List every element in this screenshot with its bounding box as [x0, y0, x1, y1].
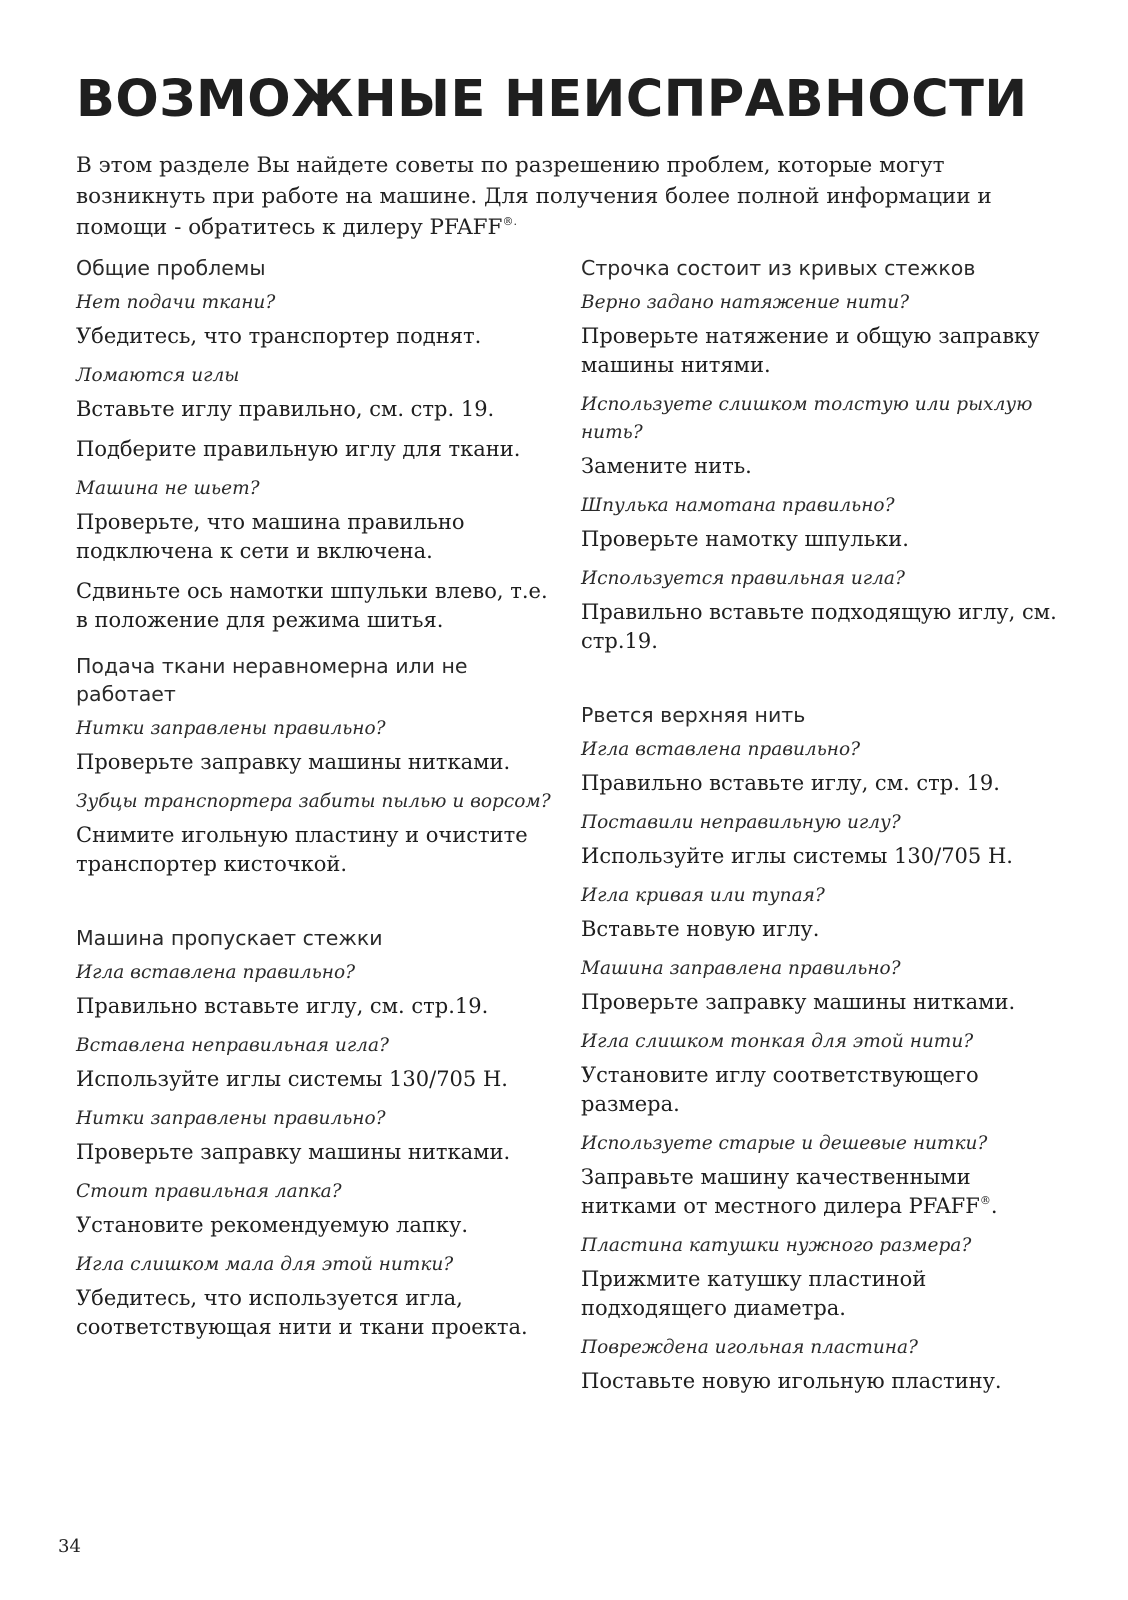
trademark-symbol: ® — [979, 1194, 991, 1207]
answer: Проверьте заправку машины нитками. — [581, 990, 1016, 1014]
section-heading: Машина пропускает стежки — [76, 926, 383, 950]
question: Пластина катушки нужного размера? — [581, 1235, 972, 1256]
question: Игла слишком тонкая для этой нити? — [581, 1031, 974, 1052]
question: Нитки заправлены правильно? — [76, 1108, 386, 1129]
answer-text: Заправьте машину качественными нитками от местного дилера PFAFF — [581, 1165, 980, 1218]
left-column — [76, 254, 556, 1353]
answer: Используйте иглы системы 130/705 H. — [581, 844, 1013, 868]
question: Игла вставлена правильно? — [581, 739, 861, 760]
section-crooked-stitches — [581, 254, 1061, 656]
answer: Замените нить. — [581, 454, 752, 478]
question: Поставили неправильную иглу? — [581, 812, 901, 833]
page-title: ВОЗМОЖНЫЕ НЕИСПРАВНОСТИ — [76, 70, 1028, 129]
answer: Снимите игольную пластину и очистите транспортер кисточкой. — [76, 823, 528, 876]
answer: Используйте иглы системы 130/705 H. — [76, 1067, 508, 1091]
answer: Правильно вставьте иглу, см. стр. 19. — [581, 771, 1000, 795]
question: Машина заправлена правильно? — [581, 958, 901, 979]
section-upper-thread-breaks — [581, 701, 1061, 1396]
question: Повреждена игольная пластина? — [581, 1337, 918, 1358]
question: Ломаются иглы — [76, 365, 240, 386]
answer: Установите иглу соответствующего размера. — [581, 1063, 979, 1116]
answer: Убедитесь, что транспортер поднят. — [76, 324, 482, 348]
answer: Вставьте иглу правильно, см. стр. 19. — [76, 397, 495, 421]
question: Используете слишком толстую или рыхлую нить? — [581, 394, 1033, 443]
section-feed-problems — [76, 652, 556, 879]
answer: Прижмите катушку пластиной подходящего диаметра. — [581, 1267, 927, 1320]
answer: Вставьте новую иглу. — [581, 917, 820, 941]
section-general-problems — [76, 254, 556, 635]
answer: Правильно вставьте подходящую иглу, см. стр.19. — [581, 600, 1057, 653]
section-heading: Общие проблемы — [76, 256, 266, 280]
answer: Поставьте новую игольную пластину. — [581, 1369, 1002, 1393]
question: Игла слишком мала для этой нитки? — [76, 1254, 454, 1275]
question: Используется правильная игла? — [581, 568, 905, 589]
page-number: 34 — [58, 1536, 81, 1557]
question: Стоит правильная лапка? — [76, 1181, 342, 1202]
question: Нитки заправлены правильно? — [76, 718, 386, 739]
question: Верно задано натяжение нити? — [581, 292, 910, 313]
section-heading: Подача ткани неравномерна или не работает — [76, 654, 468, 706]
answer: Правильно вставьте иглу, см. стр.19. — [76, 994, 489, 1018]
answer: Проверьте заправку машины нитками. — [76, 750, 511, 774]
answer: Проверьте намотку шпульки. — [581, 527, 909, 551]
question: Шпулька намотана правильно? — [581, 495, 895, 516]
question: Зубцы транспортера забиты пылью и ворсом? — [76, 791, 551, 812]
question: Используете старые и дешевые нитки? — [581, 1133, 988, 1154]
right-column — [581, 254, 1061, 1407]
answer: Подберите правильную иглу для ткани. — [76, 437, 521, 461]
question: Машина не шьет? — [76, 478, 260, 499]
section-skipped-stitches — [76, 924, 556, 1342]
question: Вставлена неправильная игла? — [76, 1035, 389, 1056]
answer: Проверьте заправку машины нитками. — [76, 1140, 511, 1164]
intro-text: В этом разделе Вы найдете советы по разрешению проблем, которые могут возникнуть при работе на машине. Для получения более полной информации и помощи - обратитесь к дилеру PFAFF — [76, 153, 992, 240]
section-heading: Строчка состоит из кривых стежков — [581, 256, 976, 280]
answer: Проверьте натяжение и общую заправку машины нитями. — [581, 324, 1040, 377]
answer — [581, 1163, 1061, 1221]
question: Игла вставлена правильно? — [76, 962, 356, 983]
answer: Установите рекомендуемую лапку. — [76, 1213, 469, 1237]
answer: Убедитесь, что используется игла, соответствующая нити и ткани проекта. — [76, 1286, 528, 1339]
answer-period: . — [990, 1194, 998, 1218]
answer: Проверьте, что машина правильно подключена к сети и включена. — [76, 510, 465, 563]
intro-paragraph — [76, 150, 1036, 243]
question: Игла кривая или тупая? — [581, 885, 825, 906]
section-heading: Рвется верхняя нить — [581, 703, 806, 727]
intro-trademark: ®. — [502, 215, 517, 228]
question: Нет подачи ткани? — [76, 292, 276, 313]
answer: Сдвиньте ось намотки шпульки влево, т.е. в положение для режима шитья. — [76, 579, 548, 632]
